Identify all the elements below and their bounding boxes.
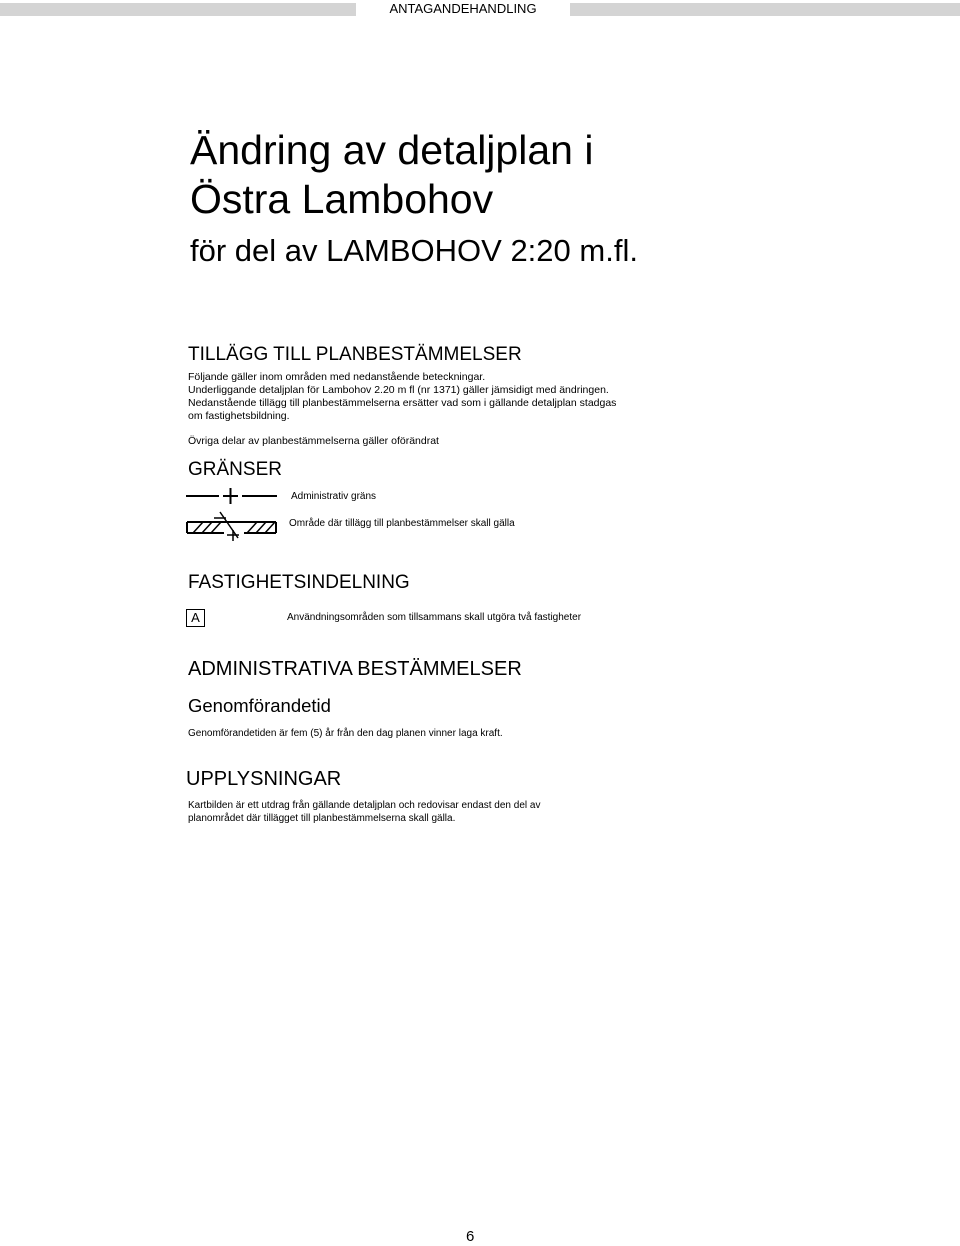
- implementation-period-text: Genomförandetiden är fem (5) år från den dag planen vinner laga kraft.: [188, 728, 503, 739]
- hatched-area-icon: [186, 509, 280, 541]
- document-title-line-1: Ändring av detaljplan i: [190, 127, 594, 173]
- implementation-period-heading: Genomförandetid: [188, 695, 331, 716]
- additions-line: om fastighetsbildning.: [188, 410, 290, 422]
- document-title-line-2: Östra Lambohov: [190, 176, 494, 222]
- document-status-label: ANTAGANDEHANDLING: [389, 1, 537, 16]
- property-label: Användningsområden som tillsammans skall utgöra två fastigheter: [287, 612, 582, 623]
- page-number: 6: [466, 1228, 475, 1245]
- hatched-area-label: Område där tillägg till planbestämmelser skall gälla: [289, 518, 515, 529]
- property-heading: FASTIGHETSINDELNING: [188, 572, 410, 593]
- header-bar-left: [0, 3, 356, 16]
- additions-line: Nedanstående tillägg till planbestämmelserna ersätter vad som i gällande detaljplan stadgas: [188, 397, 617, 409]
- administrative-heading: ADMINISTRATIVA BESTÄMMELSER: [188, 658, 522, 680]
- information-heading: UPPLYSNINGAR: [186, 768, 342, 790]
- admin-boundary-label: Administrativ gräns: [291, 491, 377, 502]
- additions-heading: TILLÄGG TILL PLANBESTÄMMELSER: [188, 344, 522, 365]
- information-line: planområdet där tillägget till planbestämmelserna skall gälla.: [188, 813, 456, 824]
- additions-line: Följande gäller inom områden med nedanstående beteckningar.: [188, 371, 486, 383]
- information-line: Kartbilden är ett utdrag från gällande detaljplan och redovisar endast den del av: [188, 800, 541, 811]
- additions-line: Underliggande detaljplan för Lambohov 2.20 m fl (nr 1371) gäller jämsidigt med ändringen.: [188, 384, 609, 396]
- borders-heading: GRÄNSER: [188, 459, 282, 480]
- area-letter-box: A: [186, 609, 205, 627]
- admin-boundary-icon: [186, 485, 278, 507]
- additions-note: Övriga delar av planbestämmelserna gäller oförändrat: [188, 435, 439, 447]
- header-bar-right: [570, 3, 960, 16]
- document-subtitle: för del av LAMBOHOV 2:20 m.fl.: [190, 233, 638, 268]
